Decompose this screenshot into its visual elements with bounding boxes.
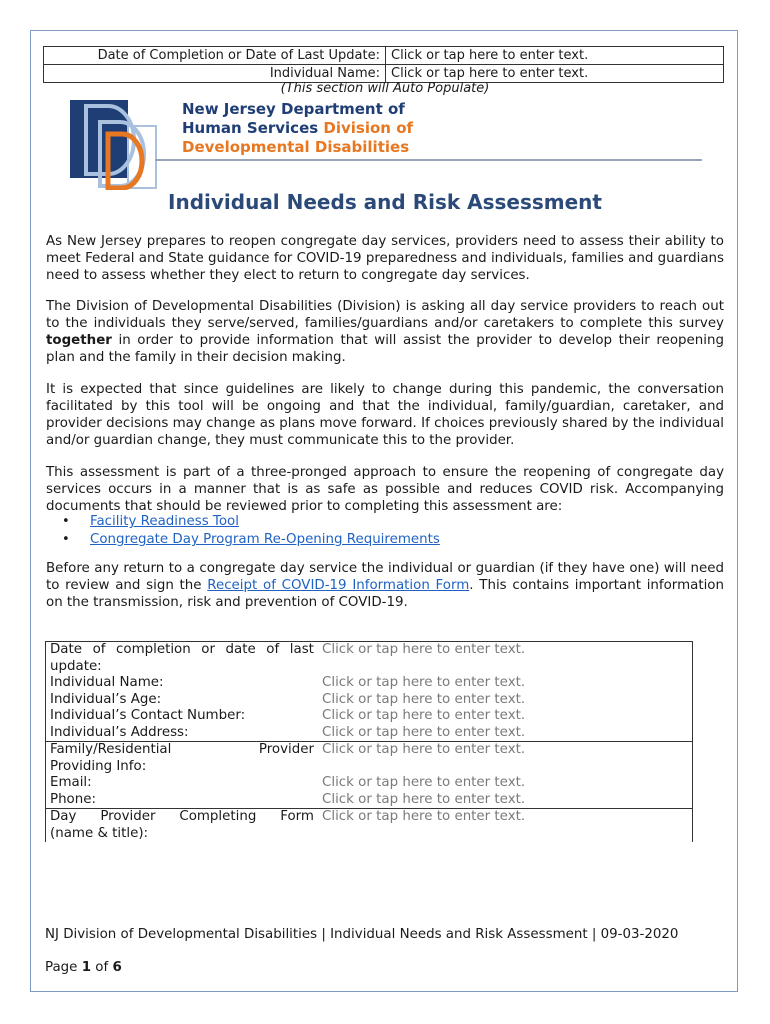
paragraph-3: It is expected that since guidelines are likely to change during this pandemic, the conversation facilitated by this tool will be ongoing and that the individual, family/guardian, caretaker, and provider decisions may change as plans move forward. If choices previously shared by the individual and/or guardian change, they must communicate this to the provider.: [46, 382, 724, 448]
list-item: [62, 513, 440, 531]
table-row: [46, 775, 693, 792]
table-row: [46, 692, 693, 709]
email-label: Email:: [46, 775, 319, 792]
table-row: [46, 792, 693, 809]
bullet-icon: •: [62, 514, 70, 529]
bullet-icon: •: [62, 532, 70, 547]
page-title: Individual Needs and Risk Assessment: [168, 190, 602, 214]
facility-readiness-link[interactable]: Facility Readiness Tool: [90, 514, 239, 529]
dept-line-2a: Human Services: [182, 119, 324, 137]
department-name: [182, 100, 413, 157]
contact-number-input[interactable]: Click or tap here to enter text.: [318, 708, 693, 725]
document-links-list: [62, 513, 440, 549]
table-row: [46, 642, 693, 676]
paragraph-4: This assessment is part of a three-pronged approach to ensure the reopening of congregate day services occurs in a manner that is as safe as possible and reduces COVID risk. Accompanying documents that should be reviewed prior to completing this assessment are:: [46, 465, 724, 514]
date-input[interactable]: Click or tap here to enter text.: [386, 47, 724, 65]
name-input[interactable]: Click or tap here to enter text.: [386, 65, 724, 83]
p2-text-a: The Division of Developmental Disabilities (Division) is asking all day service providers to reach out to the individuals they serve/served, families/guardians and/or caretakers to complete this survey: [46, 299, 724, 331]
day-provider-input[interactable]: Click or tap here to enter text.: [318, 809, 693, 843]
phone-input[interactable]: Click or tap here to enter text.: [318, 792, 693, 809]
paragraph-2: [46, 298, 724, 366]
header-row-name: [44, 65, 724, 83]
table-row: [46, 708, 693, 725]
paragraph-1: As New Jersey prepares to reopen congregate day services, providers need to assess their ability to meet Federal and State guidance for COVID-19 preparedness and individuals, families and guardians need to assess whether they elect to return to congregate day services.: [46, 234, 724, 283]
header-rule: [155, 159, 702, 161]
header-row-date: [44, 47, 724, 65]
table-row: [46, 725, 693, 742]
dept-line-1: New Jersey Department of: [182, 100, 405, 118]
individual-age-label: Individual’s Age:: [46, 692, 319, 709]
auto-populate-note: (This section will Auto Populate): [280, 81, 490, 96]
p2-text-b: in order to provide information that will assist the provider to develop their reopening plan and the family in their decision making.: [46, 333, 724, 365]
date-label: Date of Completion or Date of Last Update:: [44, 47, 386, 65]
paragraph-5: [46, 560, 724, 611]
dept-line-2: [182, 119, 413, 138]
page-footer: NJ Division of Developmental Disabilities | Individual Needs and Risk Assessment | 09-03-2020: [45, 927, 679, 942]
address-label: Individual’s Address:: [46, 725, 319, 742]
ddd-logo: [68, 98, 158, 190]
reopening-requirements-link[interactable]: Congregate Day Program Re-Opening Requirements: [90, 532, 440, 547]
table-row: [46, 742, 693, 776]
page-number: Page 1 of 6: [45, 960, 122, 975]
contact-number-label: Individual’s Contact Number:: [46, 708, 319, 725]
individual-age-input[interactable]: Click or tap here to enter text.: [318, 692, 693, 709]
list-item: [62, 531, 440, 549]
p5-text-a: Before any return to a congregate day service the individual or guardian (if they have one) will need to review and sign the: [46, 561, 724, 593]
email-input[interactable]: Click or tap here to enter text.: [318, 775, 693, 792]
p2-bold: together: [46, 333, 112, 348]
day-provider-label: Day Provider Completing Form (name & title):: [46, 809, 319, 843]
name-label: Individual Name:: [44, 65, 386, 83]
completion-date-input[interactable]: Click or tap here to enter text.: [318, 642, 693, 676]
phone-label: Phone:: [46, 792, 319, 809]
individual-name-input[interactable]: Click or tap here to enter text.: [318, 675, 693, 692]
family-provider-input[interactable]: Click or tap here to enter text.: [318, 742, 693, 776]
header-table: [43, 46, 724, 83]
dept-line-3: Developmental Disabilities: [182, 138, 410, 156]
receipt-form-link[interactable]: Receipt of COVID-19 Information Form: [207, 578, 470, 593]
address-input[interactable]: Click or tap here to enter text.: [318, 725, 693, 742]
individual-info-table: [45, 641, 693, 842]
p5-text-b: . This contains important information on the transmission, risk and prevention of COVID-19.: [46, 578, 724, 610]
completion-date-label: Date of completion or date of last update:: [46, 642, 319, 676]
table-row: [46, 675, 693, 692]
dept-line-2b: Division of: [323, 119, 414, 137]
table-row: [46, 809, 693, 843]
individual-name-label: Individual Name:: [46, 675, 319, 692]
family-provider-label: Family/Residential Provider Providing Info:: [46, 742, 319, 776]
